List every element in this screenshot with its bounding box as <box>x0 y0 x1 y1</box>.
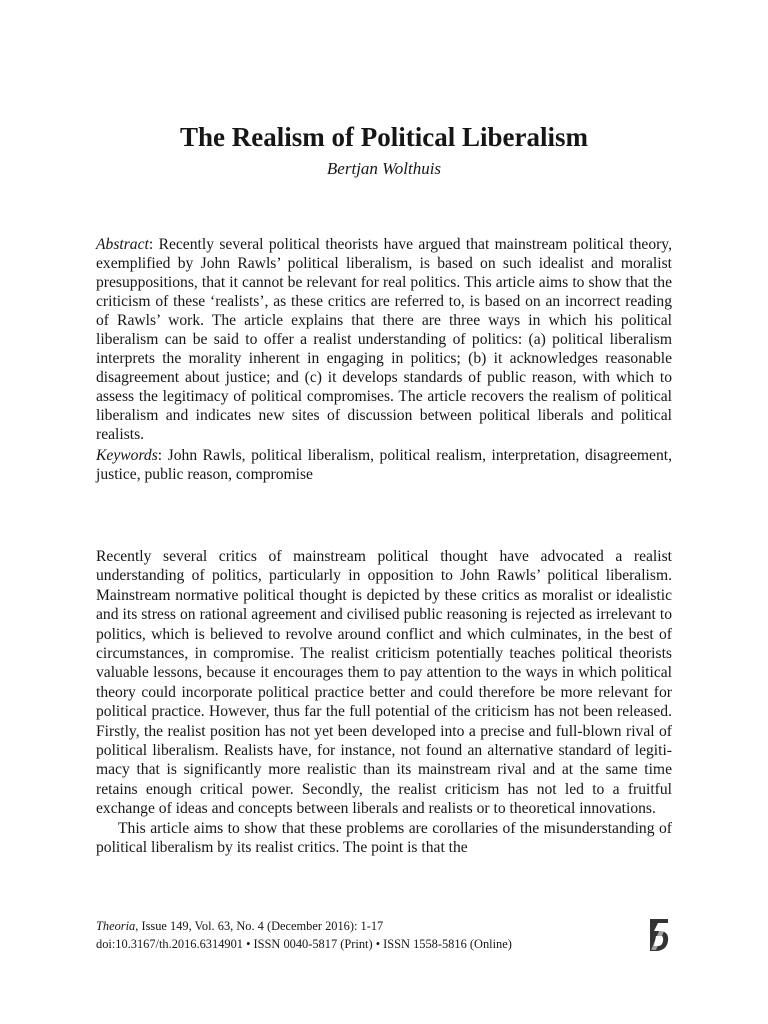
abstract-separator: : <box>148 236 154 253</box>
footer-journal-name: Theoria, <box>96 919 139 933</box>
publisher-logo-icon <box>648 917 670 953</box>
abstract-section <box>96 235 672 484</box>
footer-identifiers: doi:10.3167/th.2016.6314901 • ISSN 0040-5817 (Print) • ISSN 1558-5816 (Online) <box>96 937 512 951</box>
article-author: Bertjan Wolthuis <box>326 159 442 178</box>
footer-issue: Issue 149, Vol. 63, No. 4 (December 2016): 1-17 <box>138 919 384 933</box>
footer-citation-line <box>96 917 672 935</box>
abstract-text: Recently several political theorists have argued that mainstream political theory, exemplified by John Rawls’ political liberalism, is based on such idealist and moralist presuppositions, that it cannot be relevant for real politics. This article aims to show that the criticism of these ‘realists’, as these critics are referred to, is based on an incorrect reading of Rawls’ work. The article explains that there are three ways in which his political liberalism can be said to offer a realist understanding of politics: (a) political liberalism interprets the morality inherent in engaging in politics; (b) it acknowledges reasonable disagreement about justice; and (c) it develops standards of public reason, with which to assess the legitimacy of political compromises. The article recovers the realism of political liberalism and indicates new sites of discussion between political liberals and political realists. <box>96 236 672 443</box>
keywords-label: Keywords <box>96 447 158 464</box>
keywords-paragraph <box>96 446 672 484</box>
page-footer <box>96 917 672 953</box>
body-text <box>96 547 672 858</box>
body-paragraph-2: This article aims to show that these problems are corollaries of the misunderstanding of political liberalism by its realist critics. The point is that the <box>96 819 672 857</box>
abstract-paragraph <box>96 235 672 444</box>
body-paragraph-1: Recently several critics of mainstream political thought have advocated a realist understanding of politics, particularly in opposition to John Rawls’ political liberalism. Mainstream normative political thought is depicted by these critics as moralist or idealistic and its stress on rational agreement and civilised public reasoning is rejected as irrelevant to politics, which is believed to revolve around conflict and which culminates, in the best of circumstances, in compromise. The realist criticism potentially teaches political theorists valuable lessons, because it encourages them to pay attention to the ways in which political theory could incorporate political practice better and could therefore be more relevant for political practice. However, thus far the full potential of the criticism has not been released. Firstly, the realist position has not yet been developed into a precise and full-blown rival of political liberalism. Realists have, for instance, not found an alternative standard of legitimacy that is significantly more realistic than its mainstream rival and at the same time retains enough critical power. Secondly, the realist criticism has not led to a fruitful exchange of ideas and concepts between liberals and realists or to theoretical innovations. <box>96 548 672 818</box>
abstract-label: Abstract <box>96 236 149 253</box>
keywords-separator: : <box>157 447 163 464</box>
article-title: The Realism of Political Liberalism <box>180 122 588 152</box>
article-page <box>96 0 672 1024</box>
keywords-text: John Rawls, political liberalism, political realism, interpretation, disagreement, justice, public reason, compromise <box>96 447 672 483</box>
